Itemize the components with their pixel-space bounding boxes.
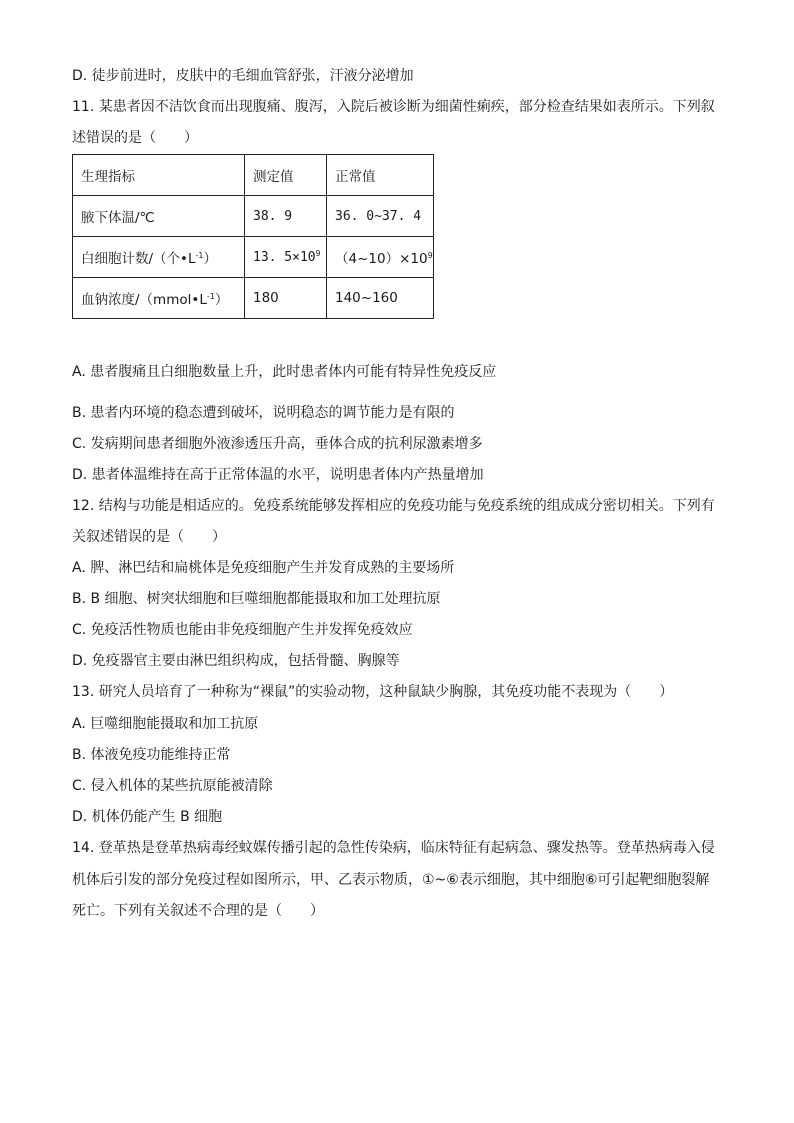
table-cell-measured: 180 (245, 278, 327, 319)
label-text: 白细胞计数/（个•L (81, 251, 196, 267)
q12-option-a: A. 脾、淋巴结和扁桃体是免疫细胞产生并发育成熟的主要场所 (72, 560, 455, 576)
q11-stem-line-2: 述错误的是（ ） (72, 130, 198, 146)
q12-stem-line-1: 12. 结构与功能是相适应的。免疫系统能够发挥相应的免疫功能与免疫系统的组成成分密切相关。下列有 (72, 498, 715, 514)
q12-option-c: C. 免疫活性物质也能由非免疫细胞产生并发挥免疫效应 (72, 622, 413, 638)
q13-option-c: C. 侵入机体的某些抗原能被清除 (72, 778, 273, 794)
q12-stem-line-2: 关叙述错误的是（ ） (72, 529, 226, 545)
q10-option-d: D. 徒步前进时，皮肤中的毛细血管舒张，汗液分泌增加 (72, 68, 414, 84)
q11-option-a: A. 患者腹痛且白细胞数量上升，此时患者体内可能有特异性免疫反应 (72, 364, 497, 380)
measured-superscript: 9 (315, 249, 321, 258)
table-cell-measured (245, 237, 327, 278)
q13-option-a: A. 巨噬细胞能摄取和加工抗原 (72, 716, 259, 732)
table-cell-normal (327, 237, 434, 278)
label-superscript: -1 (195, 251, 204, 260)
normal-text: （4~10）×10 (335, 251, 428, 267)
label-text: 血钠浓度/（mmol•L (81, 292, 207, 308)
q11-stem-line-1: 11. 某患者因不洁饮食而出现腹痛、腹泻，入院后被诊断为细菌性痢疾，部分检查结果如表所示。下列叙 (72, 99, 715, 115)
table-row (73, 278, 434, 319)
label-text-end: ） (214, 292, 229, 308)
q13-option-d: D. 机体仍能产生 B 细胞 (72, 809, 223, 825)
q14-stem-line-3: 死亡。下列有关叙述不合理的是（ ） (72, 903, 324, 919)
q13-option-b: B. 体液免疫功能维持正常 (72, 747, 231, 763)
table-cell-normal: 36. 0~37. 4 (327, 196, 434, 237)
lab-results-table (72, 154, 434, 319)
table-row (73, 196, 434, 237)
q11-option-d: D. 患者体温维持在高于正常体温的水平，说明患者体内产热量增加 (72, 467, 484, 483)
table-header-row (73, 155, 434, 196)
table-cell-measured: 38. 9 (245, 196, 327, 237)
table-header-cell: 正常值 (327, 155, 434, 196)
table-cell-label (73, 237, 245, 278)
q14-stem-line-1: 14. 登革热是登革热病毒经蚊媒传播引起的急性传染病，临床特征有起病急、骤发热等。登革热病毒入侵 (72, 840, 715, 856)
label-superscript: -1 (206, 292, 215, 301)
label-text-end: ） (203, 251, 218, 267)
measured-text: 13. 5×10 (253, 250, 316, 265)
q11-option-c: C. 发病期间患者细胞外液渗透压升高，垂体合成的抗利尿激素增多 (72, 436, 483, 452)
table-header-cell: 测定值 (245, 155, 327, 196)
table-row (73, 237, 434, 278)
table-cell-label (73, 278, 245, 319)
table-cell-normal: 140~160 (327, 278, 434, 319)
q13-stem: 13. 研究人员培育了一种称为“裸鼠”的实验动物，这种鼠缺少胸腺，其免疫功能不表现为（ ） (72, 684, 674, 700)
q12-option-d: D. 免疫器官主要由淋巴组织构成，包括骨髓、胸腺等 (72, 653, 400, 669)
table-header-cell: 生理指标 (73, 155, 245, 196)
q11-option-b: B. 患者内环境的稳态遭到破坏，说明稳态的调节能力是有限的 (72, 405, 455, 421)
normal-superscript: 9 (427, 251, 433, 260)
table-cell-label: 腋下体温/℃ (73, 196, 245, 237)
q14-stem-line-2: 机体后引发的部分免疫过程如图所示，甲、乙表示物质，①~⑥表示细胞，其中细胞⑥可引起靶细胞裂解 (72, 872, 710, 888)
q12-option-b: B. B 细胞、树突状细胞和巨噬细胞都能摄取和加工处理抗原 (72, 591, 441, 607)
